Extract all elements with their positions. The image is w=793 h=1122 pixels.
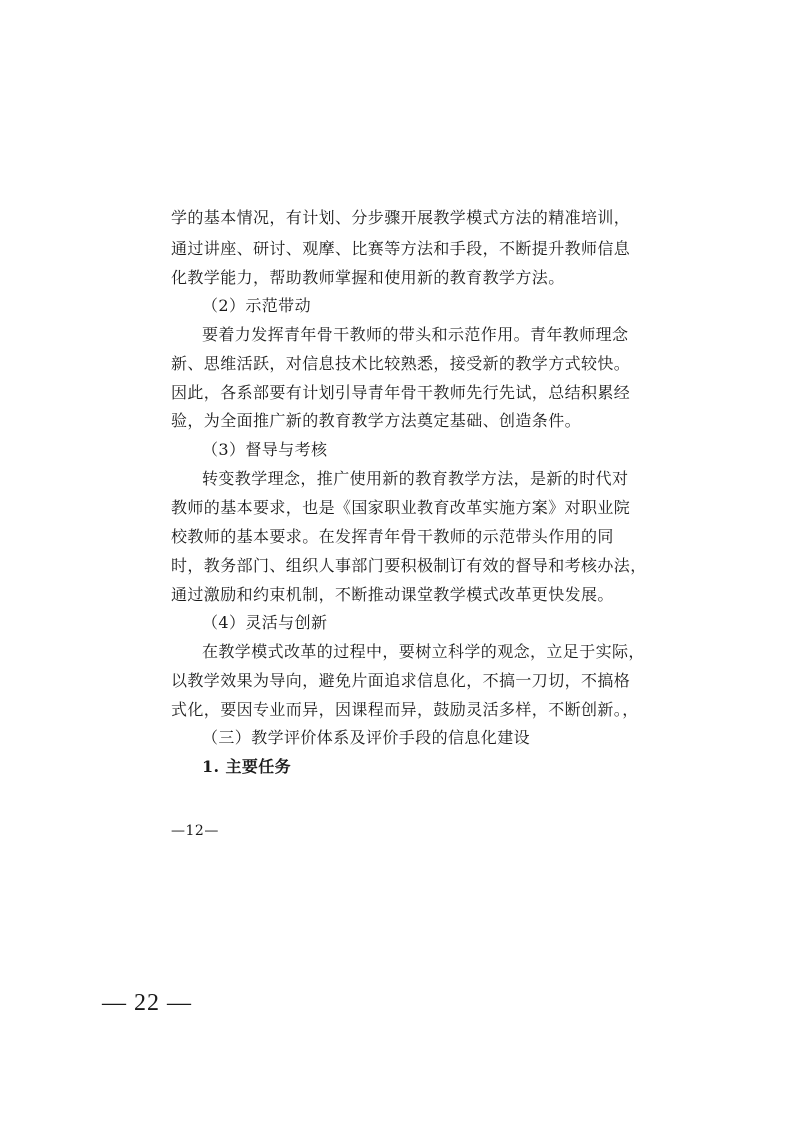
page-number: — 22 — — [102, 990, 192, 1016]
paragraph-line: 在教学模式改革的过程中，要树立科学的观念，立足于实际， — [202, 642, 645, 661]
paragraph-line: 式化，要因专业而异，因课程而异，鼓励灵活多样，不断创新。， — [171, 700, 639, 719]
paragraph-line: 化教学能力，帮助教师掌握和使用新的教育教学方法。 — [171, 268, 565, 287]
paragraph-line: 校教师的基本要求。在发挥青年骨干教师的示范带头作用的同 — [171, 527, 614, 546]
paragraph-line: 以教学效果为导向，避免片面追求信息化，不搞一刀切，不搞格 — [171, 671, 631, 690]
paragraph-line: 新、思维活跃，对信息技术比较熟悉，接受新的教学方式较快。 — [171, 354, 631, 373]
paragraph-line: 教师的基本要求，也是《国家职业教育改革实施方案》对职业院 — [171, 498, 631, 517]
paragraph-line: 时，教务部门、组织人事部门要积极制订有效的督导和考核办法， — [171, 556, 647, 575]
subsection-heading: 1. 主要任务 — [202, 757, 292, 776]
paragraph-line: 要着力发挥青年骨干教师的带头和示范作用。青年教师理念 — [202, 325, 629, 344]
paragraph-line: 学的基本情况，有计划、分步骤开展教学模式方法的精准培训， — [171, 208, 631, 227]
section-heading: （2）示范带动 — [202, 296, 311, 315]
paragraph-line: 因此，各系部要有计划引导青年骨干教师先行先试，总结积累经 — [171, 383, 631, 402]
paragraph-line: 通过讲座、研讨、观摩、比赛等方法和手段，不断提升教师信息 — [171, 239, 631, 258]
section-heading: （3）督导与考核 — [202, 440, 328, 459]
section-heading: （4）灵活与创新 — [202, 613, 328, 632]
paragraph-line: 转变教学理念，推广使用新的教育教学方法，是新的时代对 — [202, 469, 629, 488]
inner-page-number: —12— — [171, 823, 219, 839]
paragraph-line: 通过激励和约束机制，不断推动课堂教学模式改革更快发展。 — [171, 585, 614, 604]
paragraph-line: 验，为全面推广新的教育教学方法奠定基础、创造条件。 — [171, 411, 582, 430]
section-heading: （三）教学评价体系及评价手段的信息化建设 — [202, 728, 531, 747]
